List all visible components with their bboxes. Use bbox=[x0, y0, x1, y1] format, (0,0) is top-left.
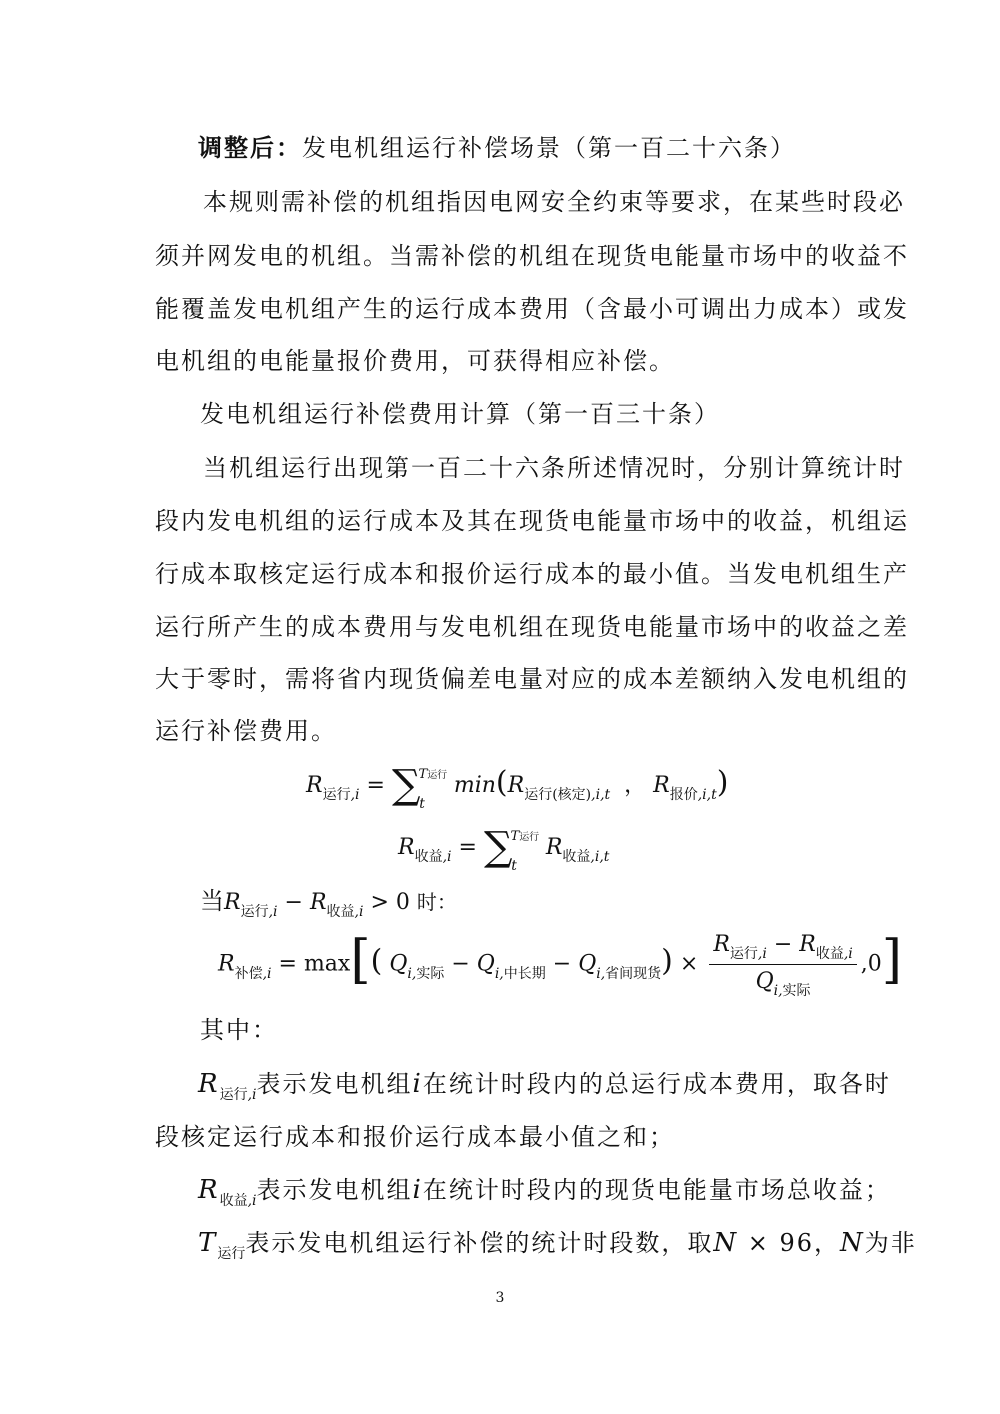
para2-line-5: 大于零时，需将省内现货偏差电量对应的成本差额纳入发电机组的 bbox=[155, 665, 909, 693]
equation-revenue: $R_{收益,i} = \sum^{T运行}_t$ $R_{收益,i,t}$ bbox=[398, 824, 610, 874]
equation-operating-cost: $R_{运行,i} = \sum^{T运行}_t$ $\min(R_{运行(核定),i,t}$ ， $R_{报价,i,t}$) bbox=[306, 762, 729, 812]
section-heading bbox=[198, 134, 858, 162]
subheading: 发电机组运行补偿费用计算（第一百三十条） bbox=[200, 400, 720, 428]
para1-line-1: 本规则需补偿的机组指因电网安全约束等要求，在某些时段必 bbox=[203, 188, 905, 216]
equation-compensation: $R_{补偿,i} = \max$[( $Q_{i,实际} - Q_{i,中长期} - Q_{i,省间现货}$) × $\frac{R_{运行,i} - R_{收益,i}}{Q_{i,实际}}$ ,0] bbox=[218, 929, 903, 999]
def2-line: $R_{收益,i}$表示发电机组i在统计时段内的现货电能量市场总收益； bbox=[198, 1175, 891, 1209]
para2-line-4: 运行所产生的成本费用与发电机组在现货电能量市场中的收益之差 bbox=[155, 613, 909, 641]
para1-line-3: 能覆盖发电机组产生的运行成本费用（含最小可调出力成本）或发 bbox=[155, 295, 909, 323]
def1-line-1: $R_{运行,i}$表示发电机组i在统计时段内的总运行成本费用，取各时 bbox=[198, 1069, 891, 1103]
def1-line-2: 段核定运行成本和报价运行成本最小值之和； bbox=[155, 1123, 675, 1151]
para2-line-1: 当机组运行出现第一百二十六条所述情况时，分别计算统计时 bbox=[203, 454, 905, 482]
para2-line-3: 行成本取核定运行成本和报价运行成本的最小值。当发电机组生产 bbox=[155, 560, 909, 588]
fraction: $\frac{R_{运行,i} - R_{收益,i}}{Q_{i,实际}}$ bbox=[709, 930, 856, 999]
para1-line-4: 电机组的电能量报价费用，可获得相应补偿。 bbox=[155, 347, 675, 375]
condition-line: 当$R_{运行,i} - R_{收益,i} > 0$ 时： bbox=[200, 887, 457, 920]
para1-line-2: 须并网发电的机组。当需补偿的机组在现货电能量市场中的收益不 bbox=[155, 242, 909, 270]
page-number: 3 bbox=[495, 1290, 505, 1306]
def3-line: $T_{运行}$表示发电机组运行补偿的统计时段数，取N × 96，N为非 bbox=[198, 1228, 917, 1262]
heading-text: 发电机组运行补偿场景（第一百二十六条） bbox=[302, 134, 796, 162]
para2-line-6: 运行补偿费用。 bbox=[155, 717, 337, 745]
para2-line-2: 段内发电机组的运行成本及其在现货电能量市场中的收益，机组运 bbox=[155, 507, 909, 535]
qizhong-label: 其中： bbox=[200, 1016, 278, 1044]
heading-label: 调整后： bbox=[198, 133, 302, 162]
